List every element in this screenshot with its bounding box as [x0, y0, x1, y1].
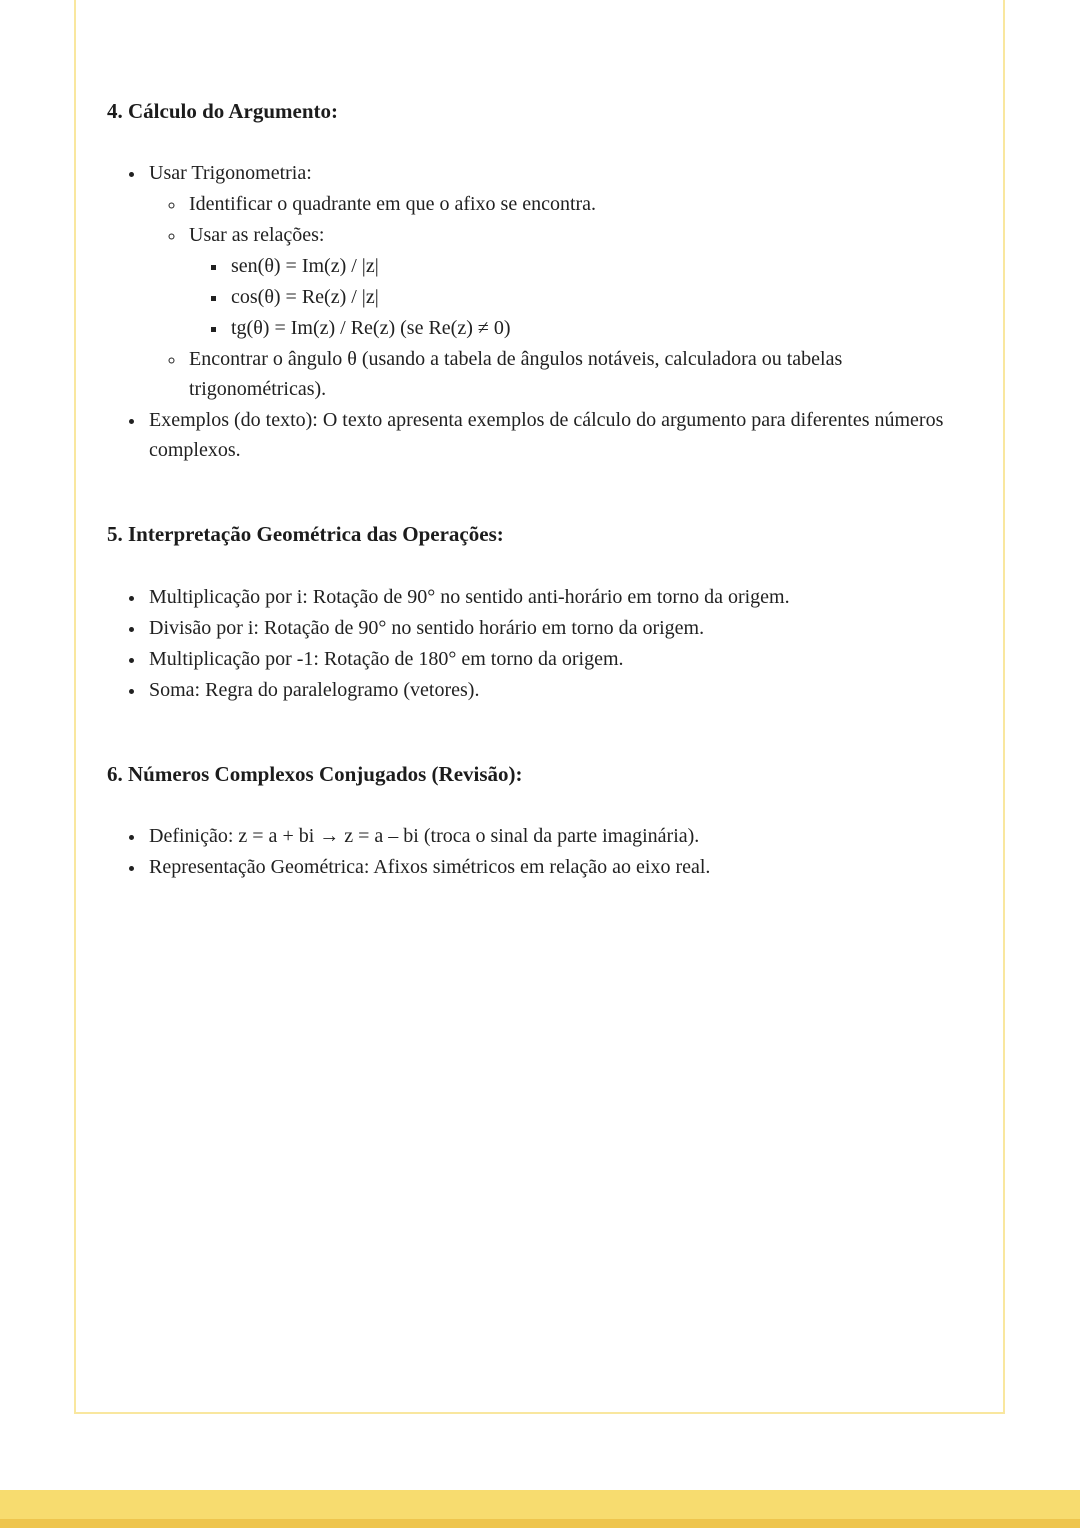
list-item-text: Encontrar o ângulo θ (usando a tabela de ângulos notáveis, calculadora ou tabelas trigonométricas). — [189, 348, 843, 401]
list-item — [146, 158, 971, 404]
section-5-list — [107, 582, 971, 705]
list-item-text: Usar as relações: — [189, 224, 325, 247]
footer-bar — [0, 1490, 1080, 1528]
sub-sub-list — [189, 251, 971, 343]
notes-page-content — [76, 0, 1003, 923]
list-item — [146, 613, 971, 643]
list-item — [146, 675, 971, 705]
list-item-text: Divisão por i: Rotação de 90° no sentido horário em torno da origem. — [149, 616, 705, 639]
section-6-list — [107, 821, 971, 882]
list-item-text: Representação Geométrica: Afixos simétricos em relação ao eixo real. — [149, 855, 711, 878]
list-item-text: Multiplicação por i: Rotação de 90° no sentido anti-horário em torno da origem. — [149, 585, 790, 608]
list-item — [228, 313, 971, 343]
list-item — [228, 251, 971, 281]
notes-page-card — [74, 0, 1005, 1414]
list-item-text: sen(θ) = Im(z) / |z| — [231, 255, 379, 278]
list-item — [228, 282, 971, 312]
list-item-text: Exemplos (do texto): O texto apresenta exemplos de cálculo do argumento para diferentes números complexos. — [149, 409, 944, 462]
list-item — [186, 220, 971, 343]
list-item-text: cos(θ) = Re(z) / |z| — [231, 286, 379, 309]
list-item — [146, 852, 971, 882]
list-item-text: Soma: Regra do paralelogramo (vetores). — [149, 678, 480, 701]
section-4-heading: 4. Cálculo do Argumento: — [107, 99, 338, 123]
list-item-text: Multiplicação por -1: Rotação de 180° em torno da origem. — [149, 647, 624, 670]
list-item-text: Identificar o quadrante em que o afixo se encontra. — [189, 193, 597, 216]
list-item-text: tg(θ) = Im(z) / Re(z) (se Re(z) ≠ 0) — [231, 317, 511, 340]
list-item — [186, 189, 971, 219]
list-item — [186, 344, 971, 404]
section-5-heading: 5. Interpretação Geométrica das Operações: — [107, 522, 504, 547]
list-item — [146, 821, 971, 851]
section-6-heading: 6. Números Complexos Conjugados (Revisão): — [107, 761, 523, 786]
list-item-text: Definição: z = a + bi → z = a – bi (troca o sinal da parte imaginária). — [149, 824, 700, 847]
footer-bar-accent — [0, 1519, 1080, 1528]
list-item — [146, 405, 971, 465]
list-item — [146, 644, 971, 674]
section-4-list — [107, 158, 971, 465]
sub-list — [149, 189, 971, 404]
list-item — [146, 582, 971, 612]
list-item-text: Usar Trigonometria: — [149, 162, 312, 185]
